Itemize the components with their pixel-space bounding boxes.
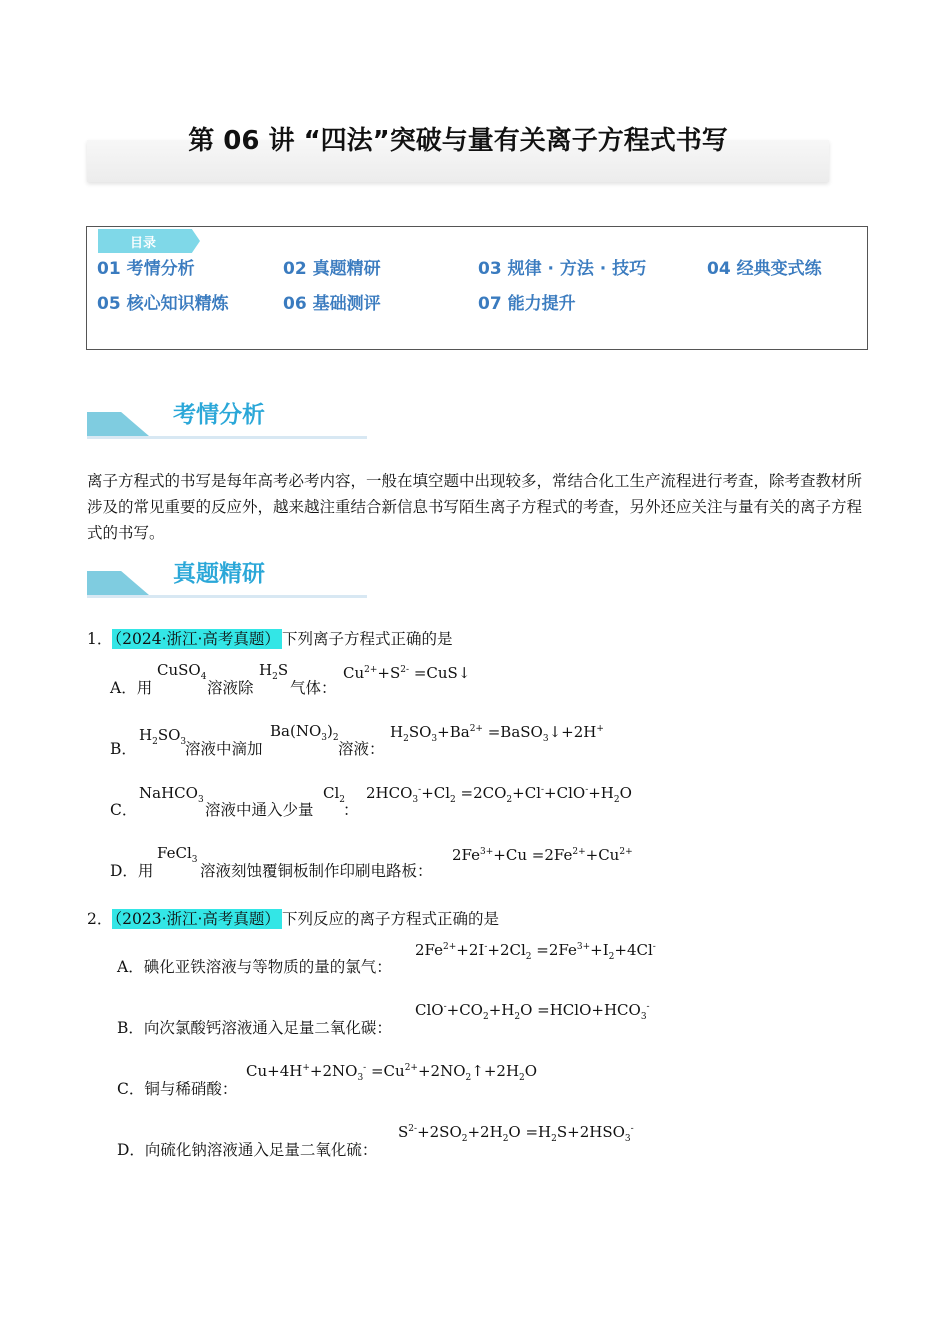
source-tag: （2024·浙江·高考真题） [114, 630, 280, 648]
q1-option-d-text: 溶液刻蚀覆铜板制作印刷电路板： [200, 862, 433, 880]
formula-ba-no3-2: $Ba(NO_3)_2$ [270, 722, 339, 743]
section-title-exam: 真题精研 [173, 561, 265, 587]
q2-option-d: D．向硫化钠溶液通入足量二氧化硫： [117, 1141, 378, 1159]
question-number: 1． [87, 630, 113, 648]
page-title: 第 06 讲 “四法”突破与量有关离子方程式书写 [188, 126, 728, 156]
formula-cl2: $Cl_2$ [323, 784, 346, 805]
section-marker [87, 571, 149, 595]
toc-tab-label: 目录 [130, 236, 157, 251]
toc-item[interactable]: 04 经典变式练 [707, 259, 822, 279]
formula-nahco3: NaHCO$_3$ [139, 784, 204, 805]
section-underline [87, 436, 367, 439]
section-marker [87, 412, 149, 436]
equation-q1d: $2Fe^{3+}+Cu =2Fe^{2+}+Cu^{2+}$ [452, 846, 633, 864]
q1-option-a-tail: 气体： [290, 679, 337, 697]
question-1 [87, 627, 452, 649]
q2-option-b: B．向次氯酸钙溶液通入足量二氧化碳： [117, 1019, 392, 1037]
question-2 [87, 907, 499, 929]
table-of-contents [86, 226, 868, 350]
q1-option-b-tail: 溶液： [338, 740, 385, 758]
equation-q1b: $H_2SO_3+Ba^{2+}$ =BaSO$_3$↓+2H+ [390, 723, 604, 744]
equation-q2d: $S^{2-}+2SO_2+2H_2O =H_2S+2HSO_3^-$ [398, 1123, 634, 1144]
q1-option-c-label: C． [110, 801, 138, 819]
q1-option-a-text: 溶液除 [207, 679, 254, 697]
formula-fecl3: FeCl$_3$ [157, 844, 198, 865]
toc-item[interactable]: 05 核心知识精炼 [97, 294, 229, 314]
formula-h2so3: $H_2SO_3$ [139, 726, 187, 747]
q1-option-c-tail: ： [343, 801, 359, 819]
equation-q1a: $Cu^{2+}+S^{2-}$ =CuS↓ [343, 664, 471, 682]
formula-h2s: $H_2S$ [259, 661, 289, 682]
q1-option-c-text: 溶液中通入少量 [205, 801, 314, 819]
q1-option-b-text: 溶液中滴加 [185, 740, 263, 758]
section-underline [87, 595, 367, 598]
equation-q1c: $2HCO_3^-+Cl_2 =2CO_2+Cl^-+ClO^-+H_2O$ [366, 784, 632, 805]
analysis-paragraph: 离子方程式的书写是每年高考必考内容，一般在填空题中出现较多，常结合化工生产流程进行考查，除考查教材所涉及的常见重要的反应外，越来越注重结合新信息书写陌生离子方程式的考查，另外还应关注与量有关的离子方程式的书写。 [87, 472, 863, 542]
equation-q2b: $ClO^-+CO_2+H_2O$ $=HClO+HCO_3^-$ [415, 1001, 650, 1022]
toc-item[interactable]: 06 基础测评 [283, 294, 381, 314]
q1-option-d-label: D．用 [110, 862, 154, 880]
question-number: 2． [87, 910, 113, 928]
toc-item[interactable]: 03 规律 · 方法 · 技巧 [478, 259, 647, 279]
formula-cuso4: CuSO$_4$ [157, 661, 207, 682]
toc-item[interactable]: 02 真题精研 [283, 259, 381, 279]
q1-option-b-label: B． [110, 740, 137, 758]
toc-item[interactable]: 01 考情分析 [97, 259, 195, 279]
equation-q2a: $2Fe^{2+}+2I^-+2Cl_2 =2Fe^{3+}+I_2+4Cl^-$ [415, 941, 656, 962]
q2-option-a: A．碘化亚铁溶液与等物质的量的氯气： [117, 958, 392, 976]
question-stem: 下列离子方程式正确的是 [281, 630, 453, 648]
q1-option-a-label: A．用 [110, 679, 153, 697]
question-stem: 下列反应的离子方程式正确的是 [281, 910, 499, 928]
equation-q2c: $Cu+4H^++2NO_3^-$ $=Cu^{2+}+2NO_2↑+2H_2O$ [246, 1062, 538, 1083]
toc-item[interactable]: 07 能力提升 [478, 294, 576, 314]
q2-option-c: C．铜与稀硝酸： [117, 1080, 238, 1098]
source-tag: （2023·浙江·高考真题） [114, 910, 280, 928]
section-title-analysis: 考情分析 [173, 402, 265, 428]
